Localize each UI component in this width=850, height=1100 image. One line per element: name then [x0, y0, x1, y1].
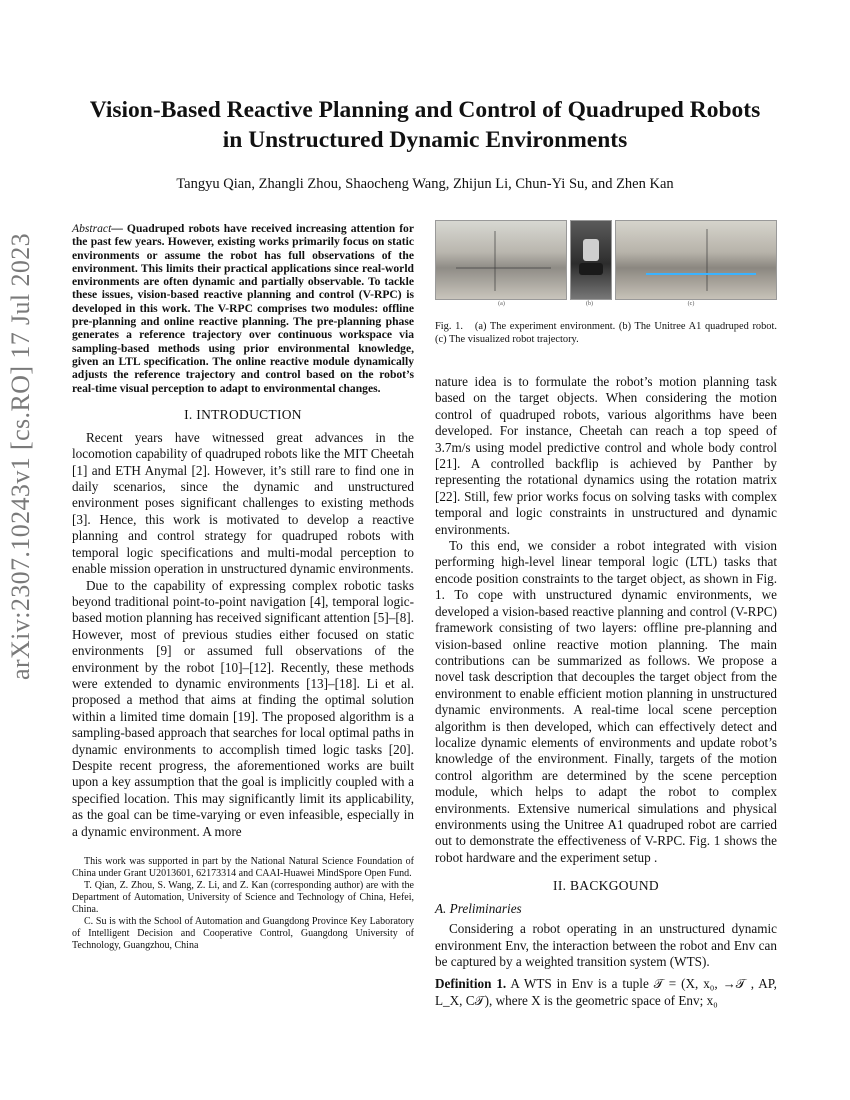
- figure-caption-label: Fig. 1.: [435, 321, 463, 332]
- figure-1-caption: [435, 321, 777, 346]
- definition-1: [435, 976, 777, 1009]
- right-column: [435, 220, 777, 1009]
- right-paragraph-2: To this end, we consider a robot integrated with vision performing high-level linear temporal logic (LTL) tasks that encode position constraints to the target object, as shown in Fig. 1. To cope with unstructured dynamic environments, we developed a vision-based reactive planning and control (V-RPC) framework consisting of two layers: offline pre-planning and vision-based online reactive motion planning. The main contributions can be summarized as follows. We propose a novel task description that decouples the target object from the environment to enable efficient motion planning in unstructured dynamic environments. A real-time local scene perception algorithm is then developed, which can effectively detect and localize dynamic elements of environments and update robot’s knowledge of the environment. Finally, targets of the motion control algorithm are determined by the scene perception module, which helps to adapt the robot to complex environments. Extensive numerical simulations and physical environments using the Unitree A1 quadruped robot are carried out to demonstrate the effectiveness of V-RPC. Fig. 1 shows the robot hardware and the experiment setup .: [435, 538, 777, 865]
- intro-paragraph-2: Due to the capability of expressing complex robotic tasks beyond traditional point-to-point navigation [4], temporal logic-based motion planning has received significant attention [5]–[8]. However, most of previous studies either focused on static environments [9] or assumed full observations of the environment by the robot [10]–[12]. Recently, these methods were extended to dynamic environments [13]–[18]. Li et al. proposed a method that aims at finding the optimal solution within a limited time domain [19]. The proposed algorithm is a sampling-based approach that searches for local optimal paths in dynamic environments to accomplish timed logic tasks [20]. Despite recent progress, the aforementioned works are built upon a key assumption that the goal is implicitly coupled with a specified location. This may significantly limit its applicability, as the goal can be time-varying or even infeasible, especially in a dynamic environment. A more: [72, 577, 414, 839]
- author-list: Tangyu Qian, Zhangli Zhou, Shaocheng Wang, Zhijun Li, Chun-Yi Su, and Zhen Kan: [176, 176, 674, 192]
- figure-panel-robot-trajectory: [615, 220, 777, 300]
- title-line-2: in Unstructured Dynamic Environments: [222, 127, 628, 153]
- abstract-text: — Quadruped robots have received increasing attention for the past few years. However, existing works primarily focus on static environments or assume the robot has full observations of the environment. This limits their practical applications since real-world environments are often dynamic and partially observable. To tackle these issues, vision-based reactive planning and control (V-RPC) is developed in this work. The V-RPC comprises two modules: offline pre-planning and online reactive planning. The pre-planning phase generates a reference trajectory over continuous workspace via sampling-based methods using prior environmental knowledge, given an LTL specification. The online reactive module dynamically adjusts the reference trajectory and control based on the robot’s real-time visual perception to adapt to environmental changes.: [72, 222, 414, 395]
- left-column: [72, 222, 414, 952]
- footnote-affiliation-2: C. Su is with the School of Automation and Guangdong Province Key Laboratory of Intelligent Decision and Cooperative Control, Guangdong University of Technology, Guangzhou, China: [72, 916, 414, 952]
- footnote-separator: [72, 840, 414, 856]
- preliminaries-paragraph: Considering a robot operating in an unstructured dynamic environment Env, the interaction between the robot and Env can be captured by a weighted transition system (WTS).: [435, 921, 777, 969]
- definition-label: Definition 1.: [435, 976, 507, 992]
- section-heading-introduction: I. INTRODUCTION: [184, 406, 302, 422]
- abstract: [72, 222, 414, 395]
- arxiv-sidebar-id: arXiv:2307.10243v1 [cs.RO] 17 Jul 2023: [6, 232, 35, 680]
- figure-label-c: (c): [687, 301, 695, 307]
- footnote-affiliation-1: T. Qian, Z. Zhou, S. Wang, Z. Li, and Z. Kan (corresponding author) are with the Department of Automation, University of Science and Technology of China, Hefei, China.: [72, 880, 414, 916]
- intro-paragraph-1: Recent years have witnessed great advances in the locomotion capability of quadruped robots like the MIT Cheetah [1] and ETH Anymal [2]. However, it’s still rare to find one in daily scenarios, since the dynamic and unstructured environment poses significant challenges to existing methods [3]. Hence, this work is motivated to develop a reactive planning and control strategy for quadruped robots with temporal logic specifications and multi-modal perception to enable mission operation in unstructured dynamic environments.: [72, 429, 414, 577]
- definition-text: A WTS in Env is a tuple 𝒯 = (X, x₀, →𝒯 , AP, L_X, C𝒯), where X is the geometric space of Env; x₀: [435, 976, 777, 1008]
- figure-1-images: [435, 220, 777, 300]
- section-heading-background: II. BACKGOUND: [553, 878, 659, 894]
- footnote-funding: This work was supported in part by the National Natural Science Foundation of China under Grant U2013601, 62173314 and CAAI-Huawei MindSpore Open Fund.: [72, 856, 414, 880]
- abstract-label: Abstract: [72, 222, 112, 235]
- subsection-heading-preliminaries: A. Preliminaries: [435, 901, 522, 917]
- figure-label-a: (a): [498, 301, 505, 307]
- figure-caption-text: (a) The experiment environment. (b) The Unitree A1 quadruped robot. (c) The visualized robot trajectory.: [435, 321, 777, 345]
- title-line-1: Vision-Based Reactive Planning and Control of Quadruped Robots: [89, 97, 761, 123]
- figure-panel-experiment-environment: [435, 220, 567, 300]
- figure-label-b: (b): [586, 301, 593, 307]
- figure-subpanel-labels: [435, 301, 777, 307]
- right-paragraph-1: nature idea is to formulate the robot’s motion planning task based on the target objects. When considering the motion control of quadruped robots, various algorithms have been developed. For instance, Cheetah can reach a top speed of 3.7m/s using model predictive control and whole body control [21]. A controlled backflip is achieved by Panther by representing the rotational dynamics using the rotation matrix [22]. Still, few prior works focus on solving tasks with complex temporal and logic constraints in unstructured and dynamic environments.: [435, 374, 777, 537]
- paper-title: [70, 95, 780, 155]
- figure-panel-quadruped-robot: [570, 220, 612, 300]
